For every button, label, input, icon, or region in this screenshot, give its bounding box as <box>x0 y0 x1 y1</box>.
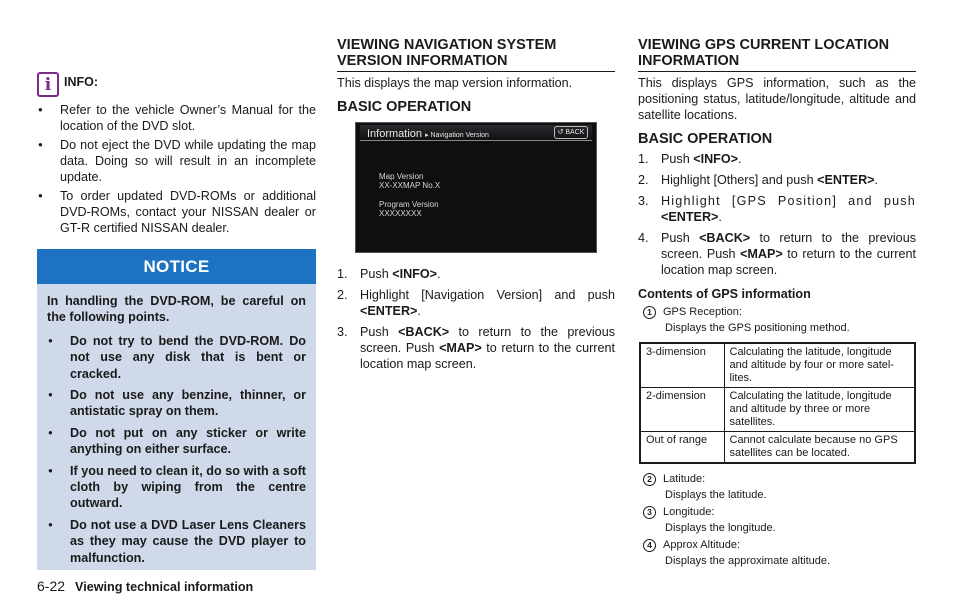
gps-item: 2 Latitude: Displays the latitude. <box>643 471 767 503</box>
step-item: 2. Highlight [Others] and push <ENTER>. <box>638 173 879 187</box>
step-item: 1. Push <INFO>. <box>638 152 742 166</box>
screen-line: Program Version <box>379 200 439 209</box>
info-icon: i <box>37 72 59 97</box>
contents-title: Contents of GPS information <box>638 287 811 301</box>
number-badge: 3 <box>643 506 656 519</box>
list-item: ● Do not put on any sticker or write anything on either surface. <box>47 425 306 458</box>
section-title: VIEWING GPS CURRENT LOCATION INFORMATION <box>638 37 916 72</box>
page-number: 6-22 <box>37 578 66 594</box>
list-item: ● Do not use a DVD Laser Lens Cleaners as they may cause the DVD player to malfunction. <box>47 517 306 566</box>
page-footer <box>37 578 253 595</box>
table-row: Out of range Cannot calculate because no GPS satellites can be located. <box>640 432 915 464</box>
footer-section-title: Viewing technical information <box>75 580 254 594</box>
gps-item: 3 Longitude: Displays the longitude. <box>643 504 776 536</box>
list-item: ● Do not try to bend the DVD-ROM. Do not use any disk that is bent or cracked. <box>47 333 306 382</box>
screen-line: XX-XXMAP No.X <box>379 181 441 190</box>
number-badge: 1 <box>643 306 656 319</box>
gps-item: 1 GPS Reception: Displays the GPS positioning method. <box>643 304 850 336</box>
step-item: 3. Highlight [GPS Position] and push <ENTER>. <box>638 194 916 224</box>
step-item: 1. Push <INFO>. <box>337 267 441 281</box>
number-badge: 2 <box>643 473 656 486</box>
notice-intro: In handling the DVD-ROM, be careful on the following points. <box>47 294 306 325</box>
step-item: 2. Highlight [Navigation Version] and push <ENTER>. <box>337 288 615 318</box>
table-row: 2-dimension Calculating the latitude, longitude and altitude by three or more satellites. <box>640 388 915 432</box>
screen-title: Information ▸ Navigation Version <box>367 128 489 140</box>
steps-list <box>337 266 615 377</box>
notice-list <box>47 333 306 566</box>
back-button: ↺ BACK <box>554 126 588 139</box>
list-item: ● Do not use any benzine, thinner, or antistatic spray on them. <box>47 387 306 420</box>
list-item: ● Do not eject the DVD while updating the map data. Doing so will result in an incomplete update. <box>37 137 316 185</box>
basic-operation-heading: BASIC OPERATION <box>638 131 773 147</box>
screen-line: Map Version <box>379 172 424 181</box>
gps-reception-table <box>639 342 916 464</box>
section-intro: This displays the map version information. <box>337 76 573 90</box>
notice-title: NOTICE <box>37 249 316 284</box>
info-heading <box>37 72 98 97</box>
list-item: ● If you need to clean it, do so with a soft cloth by wiping from the centre outward. <box>47 463 306 512</box>
screen-header <box>360 125 592 141</box>
step-item: 4. Push <BACK> to return to the previous screen. Push <MAP> to return to the current location map screen. <box>638 231 916 277</box>
gps-item: 4 Approx Altitude: Displays the approximate altitude. <box>643 537 830 569</box>
notice-box <box>37 249 316 570</box>
number-badge: 4 <box>643 539 656 552</box>
info-list <box>37 102 316 239</box>
section-intro: This displays GPS information, such as the positioning status, latitude/longitude, altitude and satellite locations. <box>638 76 916 122</box>
list-item: ● To order updated DVD-ROMs or additional DVD-ROMs, contact your NISSAN dealer or GT-R certified NISSAN dealer. <box>37 188 316 236</box>
table-row: 3-dimension Calculating the latitude, longitude and altitude by four or more satel- lites. <box>640 343 915 388</box>
navigation-version-screen <box>355 122 597 253</box>
basic-operation-heading: BASIC OPERATION <box>337 99 472 115</box>
notice-body <box>37 284 316 566</box>
section-title: VIEWING NAVIGATION SYSTEM VERSION INFORMATION <box>337 37 615 72</box>
step-item: 3. Push <BACK> to return to the previous screen. Push <MAP> to return to the current location map screen. <box>337 325 615 371</box>
steps-list <box>638 151 916 278</box>
gps-section <box>638 0 916 301</box>
screen-line: XXXXXXXX <box>379 209 422 218</box>
list-item: ● Refer to the vehicle Owner’s Manual for the location of the DVD slot. <box>37 102 316 134</box>
info-label: INFO: <box>64 74 99 89</box>
